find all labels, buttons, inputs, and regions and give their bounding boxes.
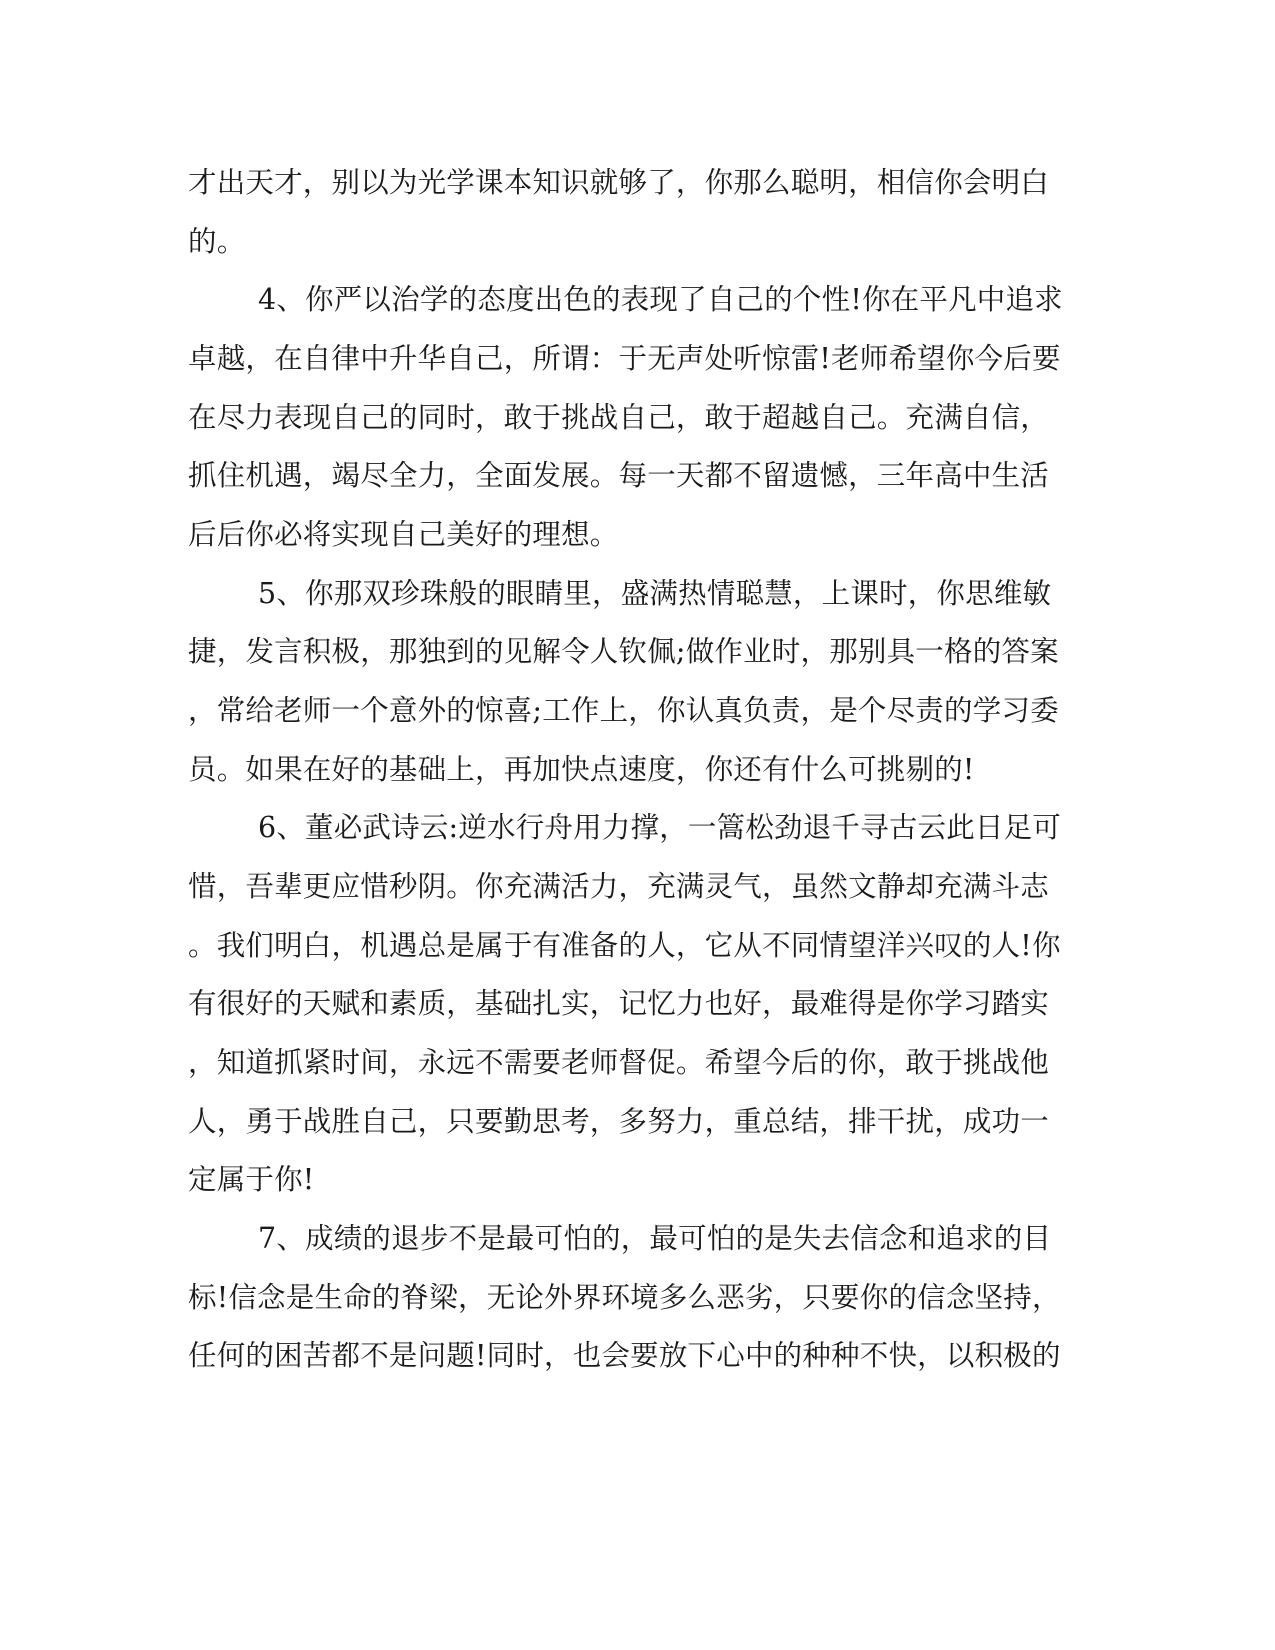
paragraph-5-start: 5、你那双珍珠般的眼睛里，盛满热情聪慧，上课时，你思维敏 xyxy=(258,577,1052,610)
paragraph-7-start: 7、成绩的退步不是最可怕的，最可怕的是失去信念和追求的目 xyxy=(258,1222,1052,1255)
text-line: 。我们明白，机遇总是属于有准备的人，它从不同情望洋兴叹的人!你 xyxy=(188,929,1061,962)
text-line: 抓住机遇，竭尽全力，全面发展。每一天都不留遗憾，三年高中生活 xyxy=(188,459,1050,492)
text-line: 卓越，在自律中升华自己，所谓：于无声处听惊雷!老师希望你今后要 xyxy=(188,342,1061,375)
text-line: 定属于你! xyxy=(188,1163,315,1196)
text-line: 人，勇于战胜自己，只要勤思考，多努力，重总结，排干扰，成功一 xyxy=(188,1105,1050,1138)
text-line: 任何的困苦都不是问题!同时，也会要放下心中的种种不快，以积极的 xyxy=(188,1339,1061,1372)
paragraph-6-start: 6、董必武诗云:逆水行舟用力撑，一篙松劲退千寻古云此日足可 xyxy=(258,811,1062,844)
text-line: 惜，吾辈更应惜秒阴。你充满活力，充满灵气，虽然文静却充满斗志 xyxy=(188,870,1050,903)
text-line: 标!信念是生命的脊梁，无论外界环境多么恶劣，只要你的信念坚持， xyxy=(188,1281,1061,1314)
text-line: 在尽力表现自己的同时，敢于挑战自己，敢于超越自己。充满自信， xyxy=(188,401,1050,434)
text-line: ，知道抓紧时间，永远不需要老师督促。希望今后的你，敢于挑战他 xyxy=(188,1046,1050,1079)
text-line: 才出天才，别以为光学课本知识就够了，你那么聪明，相信你会明白 xyxy=(188,166,1050,199)
text-line: 后后你必将实现自己美好的理想。 xyxy=(188,518,619,551)
text-line: 的。 xyxy=(188,225,246,258)
text-line: 员。如果在好的基础上，再加快点速度，你还有什么可挑剔的! xyxy=(188,753,975,786)
paragraph-4-start: 4、你严以治学的态度出色的表现了自己的个性!你在平凡中追求 xyxy=(258,283,1063,316)
text-line: 有很好的天赋和素质，基础扎实，记忆力也好，最难得是你学习踏实 xyxy=(188,987,1050,1020)
text-line: ，常给老师一个意外的惊喜;工作上，你认真负责，是个尽责的学习委 xyxy=(188,694,1059,727)
text-line: 捷，发言积极，那独到的见解令人钦佩;做作业时，那别具一格的答案 xyxy=(188,635,1059,668)
